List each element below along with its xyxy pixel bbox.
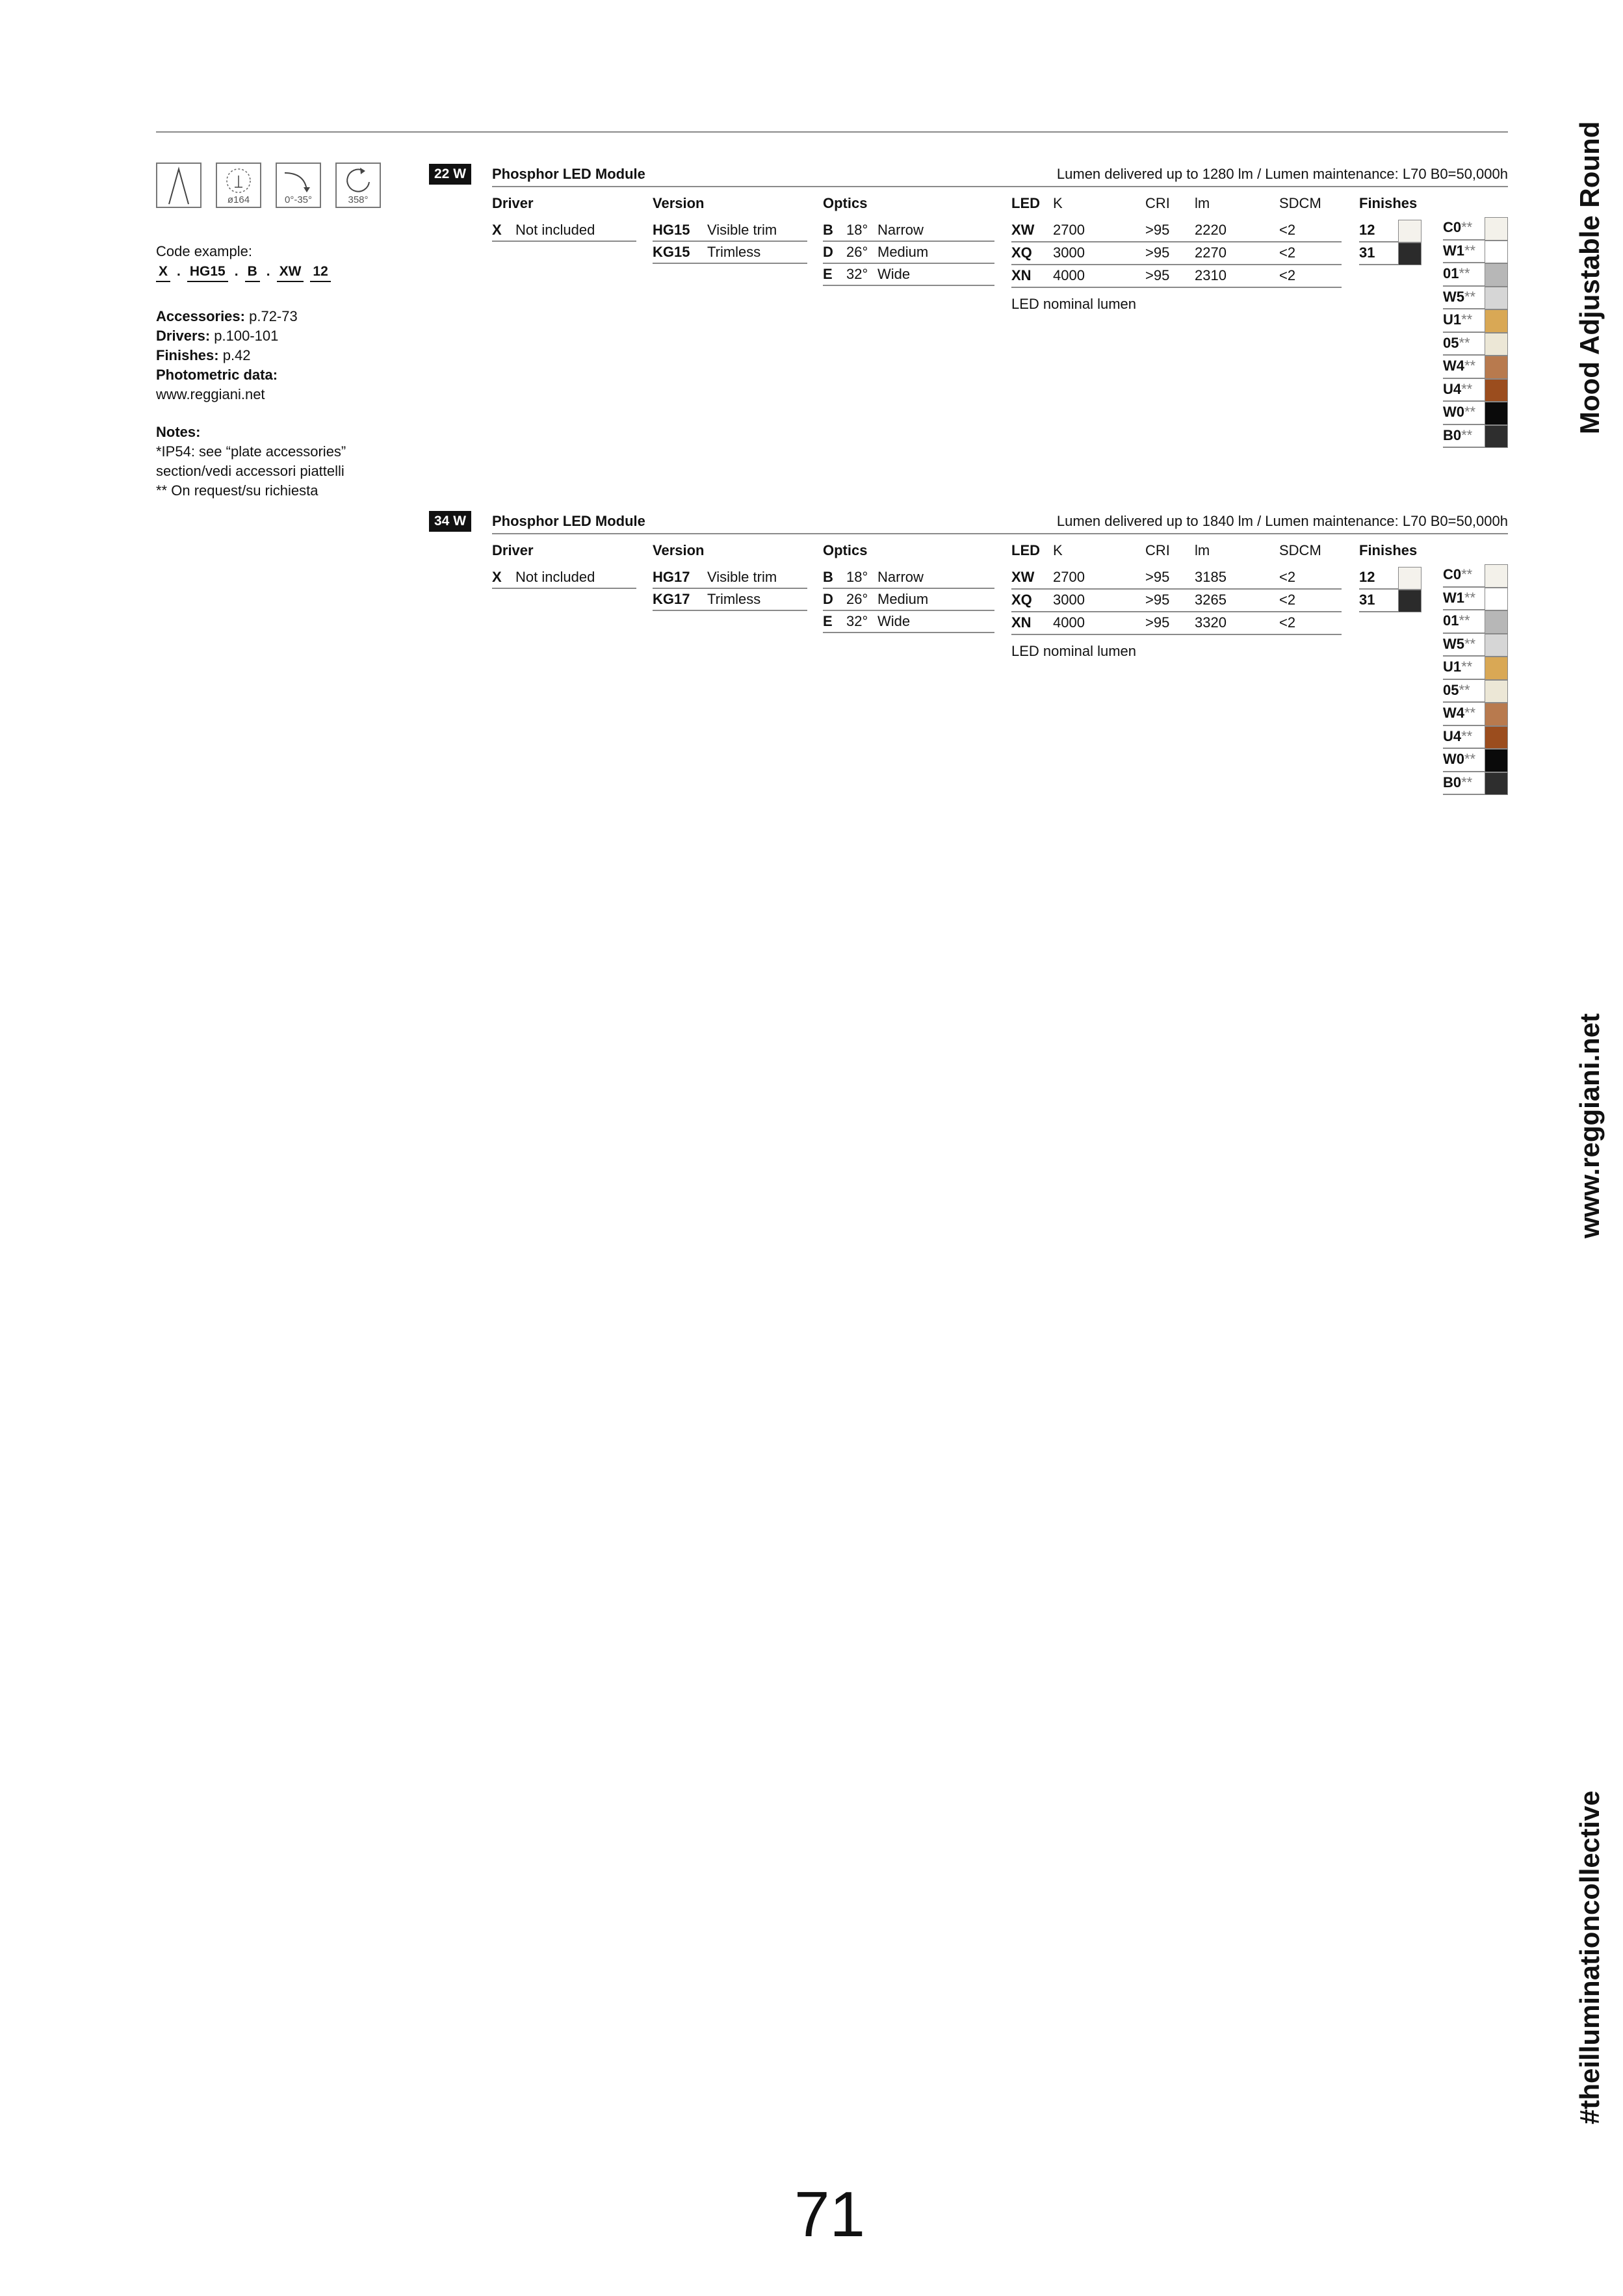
code-seg-led: XW [277, 264, 304, 282]
list-item: E 32° Wide [823, 611, 994, 633]
wattage-badge: 34 W [429, 511, 471, 532]
cri-header: CRI [1145, 195, 1170, 211]
color-swatch: W0** [1443, 402, 1508, 425]
section-title: Phosphor LED Module [492, 513, 645, 529]
list-item: E 32° Wide [823, 264, 994, 286]
list-item: HG17 Visible trim [653, 567, 807, 589]
color-swatch: 01** [1443, 263, 1508, 287]
optics-header: Optics [823, 542, 868, 558]
finishes-list [1359, 567, 1422, 612]
lumen-info: Lumen delivered up to 1280 lm / Lumen maintenance: L70 B0=50,000h [1056, 166, 1508, 182]
color-list [1443, 217, 1508, 448]
driver-list [492, 220, 636, 242]
color-swatch: W5** [1443, 634, 1508, 657]
list-item: KG15 Trimless [653, 242, 807, 264]
driver-list [492, 567, 636, 589]
led-header: LED [1011, 195, 1040, 211]
list-item: X Not included [492, 220, 636, 242]
rotation-icon [335, 163, 381, 208]
code-example: X . HG15 . B . XW 12 [156, 264, 331, 282]
code-example-label: Code example: [156, 243, 252, 259]
driver-header: Driver [492, 195, 534, 211]
list-item: KG17 Trimless [653, 589, 807, 611]
color-swatch: B0** [1443, 772, 1508, 796]
color-swatch: U4** [1443, 726, 1508, 750]
cutout-label: ø164 [227, 194, 250, 205]
list-item: D 26° Medium [823, 589, 994, 611]
nominal-lumen-note: LED nominal lumen [1011, 296, 1136, 312]
finish-swatch: 12 [1359, 220, 1422, 242]
driver-header: Driver [492, 542, 534, 558]
section-rule [492, 533, 1508, 534]
code-seg-driver: X [156, 264, 170, 282]
color-swatch: C0** [1443, 217, 1508, 241]
lm-header: lm [1195, 195, 1210, 211]
table-row: XQ 3000 >95 2270 <2 [1011, 242, 1342, 265]
color-swatch: U1** [1443, 657, 1508, 680]
table-row: XQ 3000 >95 3265 <2 [1011, 590, 1342, 612]
color-swatch: W4** [1443, 703, 1508, 726]
k-header: K [1053, 542, 1063, 558]
color-swatch: W0** [1443, 749, 1508, 772]
list-item: B 18° Narrow [823, 567, 994, 589]
section-rule [492, 186, 1508, 187]
website-title: www.reggiani.net [1574, 1013, 1605, 1238]
list-item: D 26° Medium [823, 242, 994, 264]
optics-list [823, 220, 994, 286]
color-swatch: C0** [1443, 564, 1508, 588]
finishes-header: Finishes [1359, 195, 1418, 211]
color-swatch: W1** [1443, 241, 1508, 264]
color-swatch: 01** [1443, 610, 1508, 634]
finish-swatch: 31 [1359, 242, 1422, 265]
color-swatch: B0** [1443, 425, 1508, 449]
color-swatch: U1** [1443, 309, 1508, 333]
table-row: XN 4000 >95 3320 <2 [1011, 612, 1342, 635]
color-swatch: W5** [1443, 287, 1508, 310]
color-swatch: 05** [1443, 680, 1508, 703]
color-swatch: U4** [1443, 379, 1508, 402]
rotation-label: 358° [348, 194, 369, 205]
finishes-header: Finishes [1359, 542, 1418, 558]
top-rule [156, 131, 1508, 133]
optics-header: Optics [823, 195, 868, 211]
color-swatch: 05** [1443, 333, 1508, 356]
tilt-icon [276, 163, 321, 208]
cri-header: CRI [1145, 542, 1170, 558]
version-header: Version [653, 195, 705, 211]
version-list [653, 220, 807, 264]
color-swatch: W4** [1443, 356, 1508, 379]
sdcm-header: SDCM [1279, 195, 1321, 211]
cutout-diameter-icon [216, 163, 261, 208]
notes: Notes: *IP54: see “plate accessories” section/vedi accessori piattelli ** On request/su richiesta [156, 424, 346, 499]
beam-angle-icon [156, 163, 201, 208]
hashtag-title: #theilluminationcollective [1574, 1790, 1605, 2124]
color-swatch: W1** [1443, 588, 1508, 611]
tilt-label: 0°-35° [284, 194, 313, 205]
code-seg-finish: 12 [310, 264, 330, 282]
section-title: Phosphor LED Module [492, 166, 645, 182]
references: Accessories: p.72-73 Drivers: p.100-101 Finishes: p.42 Photometric data: www.reggiani.net [156, 307, 298, 404]
photometric-link[interactable]: www.reggiani.net [156, 386, 265, 402]
led-header: LED [1011, 542, 1040, 558]
color-list [1443, 564, 1508, 795]
led-table [1011, 220, 1342, 314]
k-header: K [1053, 195, 1063, 211]
list-item: X Not included [492, 567, 636, 589]
nominal-lumen-note: LED nominal lumen [1011, 643, 1136, 659]
page-number: 71 [794, 2178, 866, 2250]
sdcm-header: SDCM [1279, 542, 1321, 558]
product-title: Mood Adjustable Round [1574, 121, 1605, 434]
finish-swatch: 12 [1359, 567, 1422, 590]
list-item: B 18° Narrow [823, 220, 994, 242]
feature-icons [156, 163, 381, 208]
code-seg-version: HG15 [187, 264, 228, 282]
table-row: XW 2700 >95 3185 <2 [1011, 567, 1342, 590]
list-item: HG15 Visible trim [653, 220, 807, 242]
finishes-list [1359, 220, 1422, 265]
wattage-badge: 22 W [429, 164, 471, 185]
optics-list [823, 567, 994, 633]
lumen-info: Lumen delivered up to 1840 lm / Lumen maintenance: L70 B0=50,000h [1056, 513, 1508, 529]
code-seg-optics: B [245, 264, 260, 282]
led-table [1011, 567, 1342, 661]
lm-header: lm [1195, 542, 1210, 558]
finish-swatch: 31 [1359, 590, 1422, 612]
table-row: XW 2700 >95 2220 <2 [1011, 220, 1342, 242]
version-header: Version [653, 542, 705, 558]
table-row: XN 4000 >95 2310 <2 [1011, 265, 1342, 288]
version-list [653, 567, 807, 611]
